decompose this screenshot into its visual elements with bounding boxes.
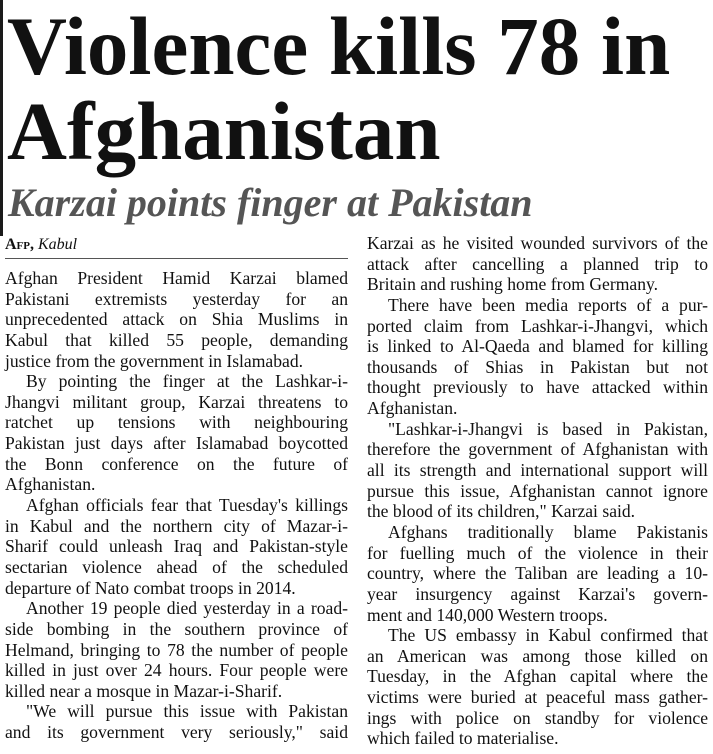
byline-agency: Afp [5,236,30,253]
byline [5,236,77,254]
text-line: Sharif could unleash Iraq and Pakistan-style [5,536,348,557]
text-line: sectarian violence ahead of the scheduled [5,556,348,577]
text-line: country, where the Taliban are leading a 10- [367,563,708,584]
paragraph [5,371,348,495]
text-line: Afghan President Hamid Karzai blamed [5,268,348,288]
paragraph [367,419,708,522]
text-line: thousands of Shias in Pakistan but not [367,356,708,377]
text-line: Kabul that killed 55 people, demanding [5,329,348,350]
text-line: ings with police on standby for violence [367,707,708,728]
left-column [5,268,348,743]
text-line: thought previously to have attacked within [367,377,708,398]
text-line: the blood of its children," Karzai said. [367,501,636,522]
text-line: side bombing in the southern province of [5,618,348,639]
text-line: Afghan officials fear that Tuesday's killings [26,495,348,516]
page-edge-bar [0,0,3,236]
paragraph [367,522,708,625]
subheadline: Karzai points finger at Pakistan [8,180,533,225]
text-line: ment and 140,000 Western troops. [367,604,608,625]
text-line: victims were buried at peaceful mass gather- [367,687,708,708]
text-line: Jhangvi militant group, Karzai threatens to [5,391,348,412]
text-line: ratchet up tensions with neighbouring [5,412,348,433]
text-line: Pakistan just days after Islamabad boycotted [5,433,348,454]
text-line: attack after cancelling a planned trip to [367,253,708,274]
text-line: in Kabul and the northern city of Mazar-i- [5,515,348,536]
text-line: justice from the government in Islamabad. [5,350,304,371]
paragraph [367,295,708,419]
headline-line: Violence kills 78 in [7,0,671,92]
paragraph [367,625,708,749]
text-line: for fuelling much of the violence in their [367,542,708,563]
headline [7,0,671,177]
text-line: Karzai as he visited wounded survivors of the [367,233,708,253]
text-line: ported claim from Lashkar-i-Jhangvi, which [367,315,708,336]
headline-line: Afghanistan [7,85,441,177]
text-line: "We will pursue this issue with Pakistan [26,701,348,722]
text-line: Afghanistan. [367,398,458,419]
text-line: which failed to materialise. [367,728,559,749]
right-column [367,233,708,749]
text-line: By pointing the finger at the Lashkar-i- [26,371,348,392]
text-line: Pakistani extremists yesterday for an [5,288,348,309]
byline-location: Kabul [38,236,78,253]
paragraph [5,598,348,701]
text-line: "Lashkar-i-Jhangvi is based in Pakistan, [388,418,708,439]
text-line: Afghans traditionally blame Pakistanis [388,521,708,542]
byline-rule [5,258,348,259]
text-line: and its government very seriously," said [5,722,348,743]
text-line: unprecedented attack on Shia Muslims in [5,309,348,330]
paragraph [5,268,348,371]
text-line: Helmand, bringing to 78 the number of people [5,639,348,660]
text-line: killed near a mosque in Mazar-i-Sharif. [5,680,283,701]
text-line: There have been media reports of a pur- [388,294,708,315]
text-line: an American was among those killed on [367,645,708,666]
paragraph [5,495,348,598]
text-line: Afghanistan. [5,474,96,495]
text-line: Britain and rushing home from Germany. [367,274,659,295]
text-line: killed in just over 24 hours. Four people were [5,660,348,681]
paragraph [367,233,708,295]
text-line: Tuesday, in the Afghan capital where the [367,666,708,687]
text-line: The US embassy in Kabul confirmed that [388,625,708,646]
text-line: therefore the government of Afghanistan with [367,439,708,460]
text-line: is linked to Al-Qaeda and blamed for killing [367,336,708,357]
text-line: departure of Nato combat troops in 2014. [5,577,296,598]
text-line: the Bonn conference on the future of [5,453,348,474]
text-line: all its strength and international support will [367,460,708,481]
paragraph [5,701,348,742]
byline-separator: , [30,236,34,253]
text-line: year insurgency against Karzai's govern- [367,583,708,604]
text-line: Another 19 people died yesterday in a road- [26,598,348,619]
text-line: pursue this issue, Afghanistan cannot ignore [367,480,708,501]
